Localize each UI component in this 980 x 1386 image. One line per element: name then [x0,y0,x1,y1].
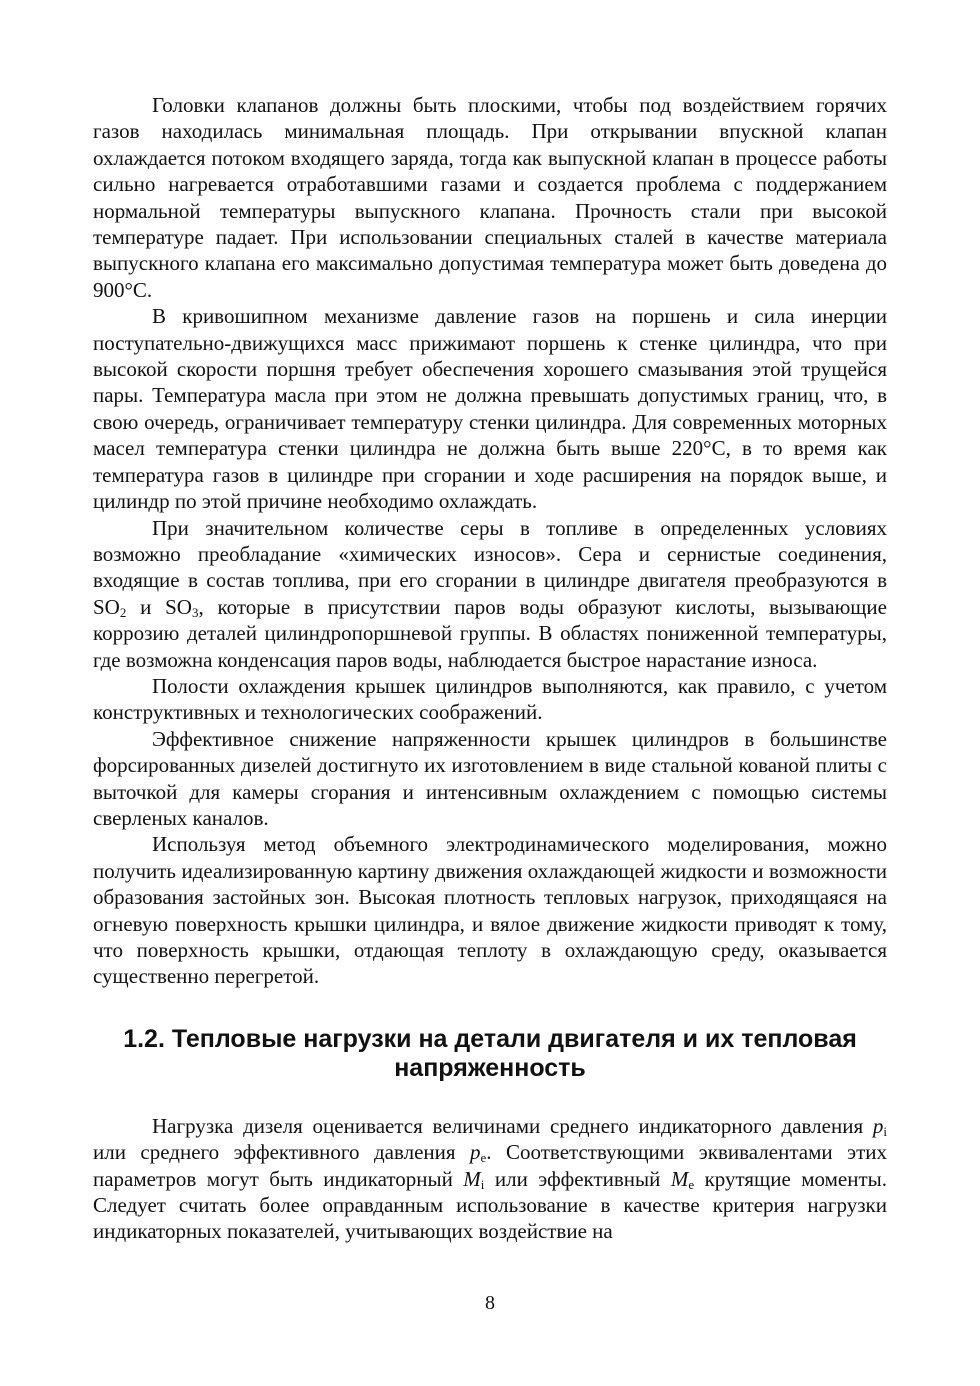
so3-subscript: 3 [191,604,199,620]
paragraph-valve-heads: Головки клапанов должны быть плоскими, чтобы под воздействием горячих газов находилась минимальная площадь. При открывании впускной клапан охлаждается потоком входящего заряда, тогда как выпускной клапан в процессе работы сильно нагревается отработавшими газами и создается проблема с поддержанием нормальной температуры выпускного клапана. Прочность стали при высокой температуре падает. При использовании специальных сталей в качестве материала выпускного клапана его максимально допустимая температура может быть доведена до 900°С. [93,93,887,302]
var-m: M [463,1166,481,1191]
page-number: 8 [485,1292,495,1314]
sulfur-text-before: При значительном количестве серы в топливе в определенных условиях возможно преобладание «химических износов». Сера и сернистые соединения, входящие в состав топлива, при его сгорании в цилиндре двигателя преобразуются в SO [93,515,887,619]
var-m: M [670,1166,689,1191]
sub-e: e [688,1176,695,1192]
paragraph-crank-mechanism: В кривошипном механизме давление газов на поршень и сила инерции поступательно-движущихся масс прижимают поршень к стенке цилиндра, что при высокой скорости поршня требует обеспечения хорошего смазывания этой трущейся пары. Температура масла при этом не должна превышать допустимых границ, что, в свою очередь, ограничивает температуру стенки цилиндра. Для современных моторных масел температура стенки цилиндра не должна быть выше 220°С, в то время как температура газов в цилиндре при сгорании и ходе расширения на порядок выше, и цилиндр по этой причине необходимо охлаждать. [93,304,887,514]
so2-subscript: 2 [119,604,127,620]
paragraph-sulfur [93,515,887,673]
sulfur-text-middle: и SO [126,594,192,619]
load-text-2: или среднего эффективного давления [93,1140,471,1165]
sub-i: i [480,1176,485,1192]
section-title: Тепловые нагрузки на детали двигателя и их тепловая напряженность [171,1024,857,1082]
paragraph-diesel-load [93,1113,887,1245]
load-text-5: крутящие моменты. Следует считать более оправданным использование в качестве критерия нагрузки индикаторных показателей, учитывающих воздействие на [93,1166,887,1244]
section-heading [93,1025,887,1083]
sub-i: i [883,1123,887,1139]
paragraph-modeling: Используя метод объемного электродинамического моделирования, можно получить идеализированную картину движения охлаждающей жидкости и возможности образования застойных зон. Высокая плотность тепловых нагрузок, приходящаяся на огневую поверхность крышки цилиндра, и вялое движение жидкости приводят к тому, что поверхность крышки, отдающая теплоту в охлаждающую среду, оказывается существенно перегретой. [93,832,887,989]
paragraph-cooling-cavities: Полости охлаждения крышек цилиндров выполняются, как правило, с учетом конструктивных и технологических соображений. [93,673,887,725]
load-text-3: . Соответствующими эквивалентами этих параметров могут быть индикаторный [93,1140,887,1191]
section-number: 1.2. [123,1024,165,1053]
paragraph-stress-reduction: Эффективное снижение напряженности крышек цилиндров в большинстве форсированных дизелей достигнуто их изготовлением в виде стальной кованой плиты с выточкой для камеры сгорания и интенсивным охлаждением с помощью системы сверленых каналов. [93,726,887,830]
sub-e: e [480,1150,487,1166]
page-content [93,92,887,1245]
sulfur-text-after: , которые в присутствии паров воды образуют кислоты, вызывающие коррозию деталей цилиндропоршневой группы. В областях пониженной температуры, где возможна конденсация паров воды, наблюдается быстрое нарастание износа. [93,594,887,672]
load-text-4: или эффективный [484,1166,671,1191]
var-p: p [872,1113,884,1138]
load-text-1: Нагрузка дизеля оценивается величинами среднего индикаторного давления [152,1113,873,1138]
var-p: p [470,1140,481,1165]
